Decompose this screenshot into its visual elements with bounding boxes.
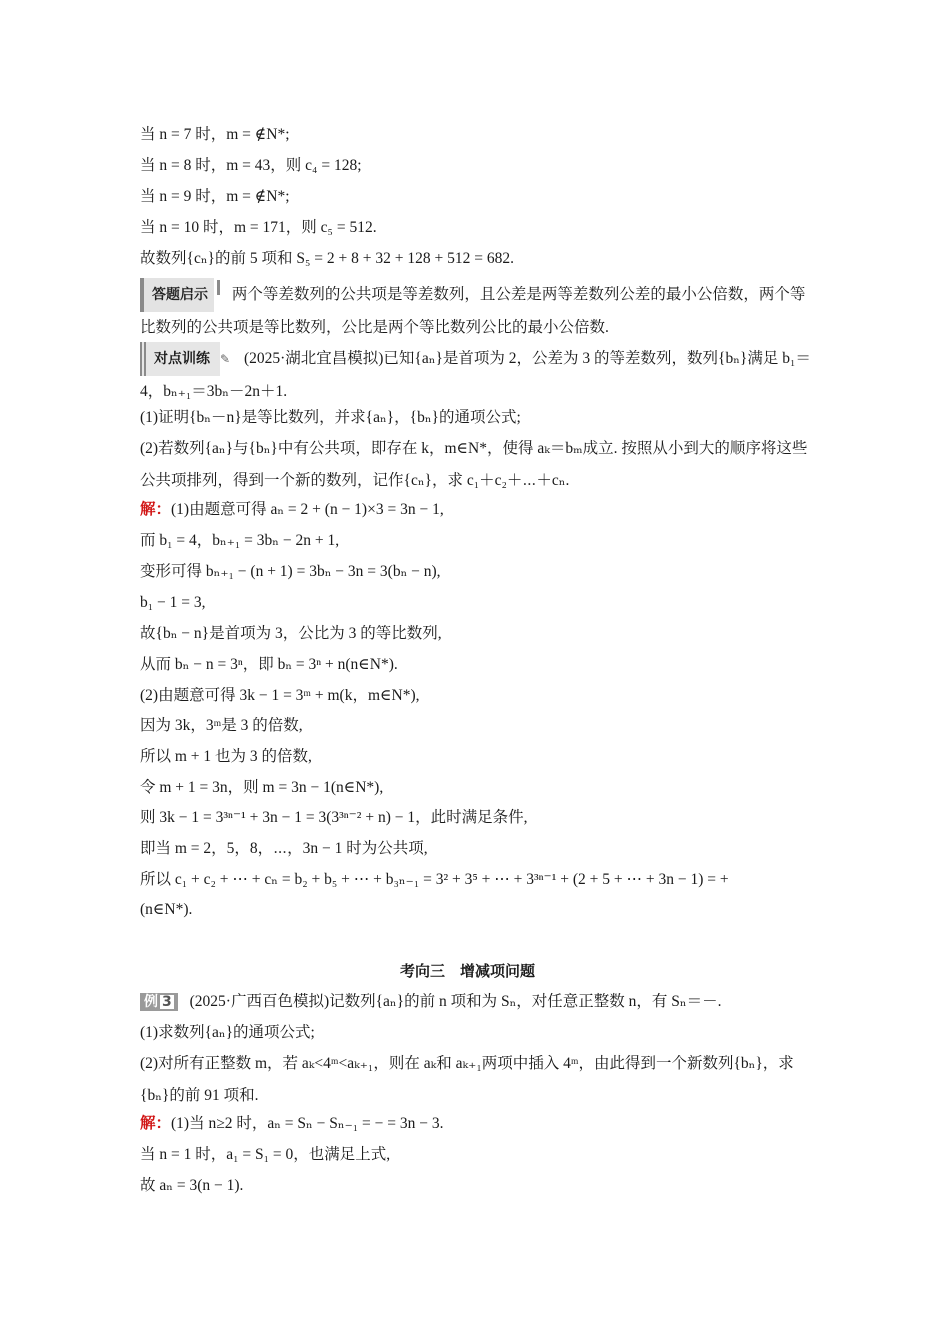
text-line: 而 b₁ = 4，bₙ₊₁ = 3bₙ − 2n + 1, [140, 532, 340, 549]
solution-line [140, 1114, 444, 1134]
solution-text: (1)由题意可得 aₙ = 2 + (n − 1)×3 = 3n − 1, [171, 501, 444, 518]
solution-label: 解： [140, 1115, 172, 1132]
text-line: 故{bₙ − n}是首项为 3，公比为 3 的等比数列, [140, 625, 442, 642]
training-badge: 对点训练 [140, 342, 220, 376]
text-line: 当 n = 10 时，m = 171，则 c₅ = 512. [140, 219, 377, 236]
text-line: 所以 c₁ + c₂ + ⋯ + cₙ = b₂ + b₅ + ⋯ + b₃ₙ₋₁ = 3² + 3⁵ + ⋯ + 3³ⁿ⁻¹ + (2 + 5 + ⋯ + 3n − 1) = + [140, 871, 729, 888]
text-line: 所以 m + 1 也为 3 的倍数, [140, 748, 312, 765]
text-line: 变形可得 bₙ₊₁ − (n + 1) = 3bₙ − 3n = 3(bₙ − n), [140, 563, 441, 580]
example-line [140, 992, 721, 1012]
question-2: (2)若数列{aₙ}与{bₙ}中有公共项，即存在 k，m∈N*，使得 aₖ＝bₘ成立. 按照从小到大的顺序将这些公共项排列，得到一个新的数列，记作{cₙ}，求 c₁＋c₂＋⋯＋cₙ. [140, 440, 808, 489]
example-label: 例 [144, 994, 158, 1010]
example-number: 3 [162, 994, 172, 1010]
text-line: 从而 bₙ − n = 3ⁿ，即 bₙ = 3ⁿ + n(n∈N*). [140, 656, 398, 673]
example-text: (2025·广西百色模拟)记数列{aₙ}的前 n 项和为 Sₙ，对任意正整数 n，有 Sₙ＝－. [189, 993, 722, 1010]
training-text: (2025·湖北宜昌模拟)已知{aₙ}是首项为 2，公差为 3 的等差数列，数列{bₙ}满足 b₁＝4，bₙ₊₁＝3bₙ－2n＋1. [140, 350, 811, 400]
text-line: (2)由题意可得 3k − 1 = 3ᵐ + m(k，m∈N*), [140, 687, 420, 704]
hint-paragraph [140, 278, 820, 344]
text-line: 则 3k − 1 = 3³ⁿ⁻¹ + 3n − 1 = 3(3³ⁿ⁻² + n) − 1，此时满足条件, [140, 809, 528, 826]
text-line: 故数列{cₙ}的前 5 项和 S₅ = 2 + 8 + 32 + 128 + 512 = 682. [140, 250, 514, 267]
training-paragraph [140, 342, 820, 408]
text-line: b₁ − 1 = 3, [140, 594, 206, 611]
text-line: 因为 3k，3ᵐ是 3 的倍数, [140, 717, 303, 734]
example-badge [140, 993, 178, 1011]
hint-badge: 答题启示 [140, 278, 214, 312]
solution-line [140, 500, 444, 520]
question-1: (1)证明{bₙ－n}是等比数列，并求{aₙ}，{bₙ}的通项公式; [140, 409, 521, 426]
section-heading: 考向三 增减项问题 [400, 962, 536, 980]
text-line: (n∈N*). [140, 901, 193, 918]
text-line: 当 n = 7 时，m = ∉N*; [140, 126, 290, 143]
solution-text: (1)当 n≥2 时，aₙ = Sₙ − Sₙ₋₁ = − = 3n − 3. [171, 1115, 444, 1132]
hint-text: 两个等差数列的公共项是等差数列，且公差是两等差数列公差的最小公倍数，两个等比数列的公共项是等比数列，公比是两个等比数列公比的最小公倍数. [140, 286, 806, 336]
text-line: 令 m + 1 = 3n，则 m = 3n − 1(n∈N*), [140, 779, 384, 796]
text-line: 即当 m = 2，5，8，⋯，3n − 1 时为公共项, [140, 840, 428, 857]
text-line: 当 n = 9 时，m = ∉N*; [140, 188, 290, 205]
text-line: 当 n = 1 时，a₁ = S₁ = 0，也满足上式, [140, 1146, 391, 1163]
pen-icon: ✎ [220, 352, 231, 366]
example-question-2: (2)对所有正整数 m，若 aₖ<4ᵐ<aₖ₊₁，则在 aₖ和 aₖ₊₁两项中插入 4ᵐ，由此得到一个新数列{bₙ}，求{bₙ}的前 91 项和. [140, 1055, 794, 1104]
solution-label: 解： [140, 501, 172, 518]
example-question-1: (1)求数列{aₙ}的通项公式; [140, 1024, 315, 1041]
text-line: 当 n = 8 时，m = 43，则 c₄ = 128; [140, 157, 362, 174]
text-line: 故 aₙ = 3(n − 1). [140, 1177, 244, 1194]
